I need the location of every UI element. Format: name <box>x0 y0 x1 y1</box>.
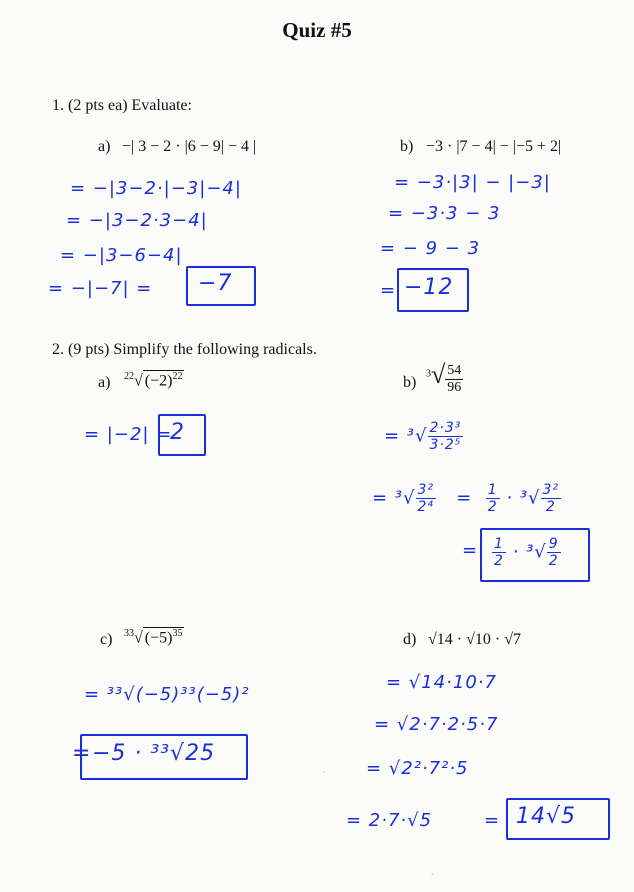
q2d-expression: √14 · √10 · √7 <box>428 631 521 648</box>
q2c-label: c) <box>100 631 113 648</box>
paper-speck: · <box>322 766 327 781</box>
q1a-work-line: = −|3−6−4| <box>60 245 183 266</box>
q1b-work-line: = <box>380 280 397 301</box>
q2c-exponent: 35 <box>172 628 183 639</box>
q1b-work-line: = −3·|3| − |−3| <box>394 172 551 193</box>
q2c-expression <box>124 627 184 647</box>
q2b-root-index: 3 <box>426 368 431 380</box>
q2b-numerator: 54 <box>447 362 462 378</box>
page-title: Quiz #5 <box>282 18 352 42</box>
q2b-label: b) <box>403 374 417 391</box>
q2d-work-line: = 2·7·√5 <box>346 810 433 831</box>
q2d-work-line: = √14·10·7 <box>386 672 497 693</box>
q2c-answer: −5 · ³³√25 <box>92 741 216 766</box>
q2d-answer: 14√5 <box>516 804 577 829</box>
q2c-equals: = <box>72 741 92 766</box>
q2d-equals: = <box>484 810 501 831</box>
q2c-root-index: 33 <box>124 628 134 639</box>
q2a-answer: 2 <box>170 420 185 445</box>
q2d-work-line: = √2²·7²·5 <box>366 758 469 779</box>
question-1-label: 1. (2 pts ea) Evaluate: <box>52 97 192 114</box>
q2a-root-index: 22 <box>124 371 134 382</box>
radical-sign: √ <box>134 372 143 390</box>
q2a-expression <box>124 370 184 390</box>
q1b-work-line: = −3·3 − 3 <box>388 203 501 224</box>
q2c-radicand: (−5) <box>144 629 173 647</box>
q1b-label: b) <box>400 138 414 155</box>
q1a-work-line: = −|3−2·|−3|−4| <box>70 178 242 199</box>
q2b-denominator: 96 <box>447 379 462 395</box>
q1b-answer: −12 <box>404 275 454 300</box>
q1a-work-line: = −|−7| = <box>48 278 153 299</box>
q2d-work-line: = √2·7·2·5·7 <box>374 714 499 735</box>
q1a-answer: −7 <box>198 271 233 296</box>
question-2-label: 2. (9 pts) Simplify the following radicals. <box>52 341 317 358</box>
q2a-label: a) <box>98 374 111 391</box>
q2b-work-2: = ³√ $\frac{\text{3²}}{\text{2⁴}}$ = $\frac{1}{2}$ · ³√ $\frac{\text{3²}}{2}$ <box>372 482 560 515</box>
q2b-answer: $\frac{1}{2}$ · ³√ $\frac{9}{2}$ <box>494 536 559 569</box>
q1b-work-line: = − 9 − 3 <box>380 238 481 259</box>
q2a-work: = |−2| = <box>84 424 173 445</box>
radical-sign: √ <box>134 629 143 647</box>
q1a-expression: −| 3 − 2 · |6 − 9| − 4 | <box>122 138 257 155</box>
q2a-exponent: 22 <box>172 371 183 382</box>
q2b-expression <box>426 360 463 396</box>
q1a-label: a) <box>98 138 111 155</box>
paper-speck: · <box>430 868 435 883</box>
q2c-work: = ³³√(−5)³³(−5)² <box>84 684 250 705</box>
radical-sign: √ <box>431 360 446 389</box>
q1a-work-line: = −|3−2·3−4| <box>66 210 208 231</box>
q2a-radicand: (−2) <box>144 372 173 390</box>
q2b-work-3: = <box>462 540 479 561</box>
q1b-expression: −3 · |7 − 4| − |−5 + 2| <box>426 138 562 155</box>
q2b-work-1: = ³√ $\frac{\text{2·3³}}{\text{3·2⁵}}$ <box>384 420 462 453</box>
q2d-label: d) <box>403 631 417 648</box>
